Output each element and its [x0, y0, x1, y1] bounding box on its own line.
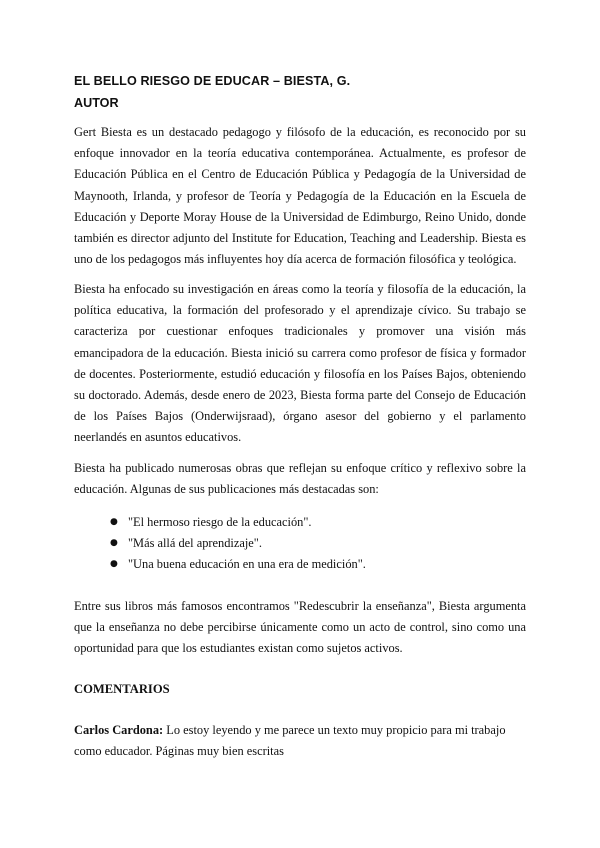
paragraph-publications-intro: Biesta ha publicado numerosas obras que reflejan su enfoque crítico y reflexivo sobre la educación. Algunas de sus publicaciones más destacadas son: [74, 461, 526, 497]
document-title: EL BELLO RIESGO DE EDUCAR – BIESTA, G. [74, 74, 351, 88]
author-heading: AUTOR [74, 96, 119, 110]
paragraph-author-bio: Gert Biesta es un destacado pedagogo y filósofo de la educación, es reconocido por su enfoque innovador en la teoría educativa contemporánea. Actualmente, es profesor de Educación Pública en el Centro de Educación Pública y Pedagogía de la Universidad de Maynooth, Irlanda, y profesor de Teoría y Pedagogía de la Educación en la Escuela de Educación y Deporte Moray House de la Universidad de Edimburgo, Reino Unido, donde también es director adjunto del Institute for Education, Teaching and Leadership. Biesta es uno de los pedagogos más influyentes hoy día acerca de formación filosófica y teológica. [74, 125, 526, 267]
comment-text: Lo estoy leyendo y me parece un texto muy propicio para mi trabajo como educador. Páginas muy bien escritas [74, 723, 506, 759]
list-item [74, 554, 526, 575]
paragraph-research: Biesta ha enfocado su investigación en áreas como la teoría y filosofía de la educación, la política educativa, la formación del profesorado y el aprendizaje cívico. Su trabajo se caracteriza por cuestionar enfoques tradicionales y promover una visión más emancipadora de la educación. Biesta inició su carrera como profesor de física y formador de docentes. Posteriormente, estudió educación y filosofía en los Países Bajos, obteniendo su doctorado. Además, desde enero de 2023, Biesta forma parte del Consejo de Educación de los Países Bajos (Onderwijsraad), órgano asesor del gobierno y el parlamento neerlandés en asuntos educativos. [74, 282, 526, 445]
bullet-icon: ● [110, 517, 118, 527]
publication-title: "Una buena educación en una era de medición". [128, 557, 366, 572]
publication-title: "Más allá del aprendizaje". [128, 536, 262, 551]
list-item [74, 512, 526, 533]
bullet-icon: ● [110, 538, 118, 549]
publications-list [74, 512, 526, 576]
comment-entry [74, 720, 526, 762]
bullet-icon: ● [110, 559, 118, 570]
publication-title: "El hermoso riesgo de la educación". [128, 515, 312, 529]
comment-author: Carlos Cardona: [74, 723, 164, 737]
list-item [74, 533, 526, 554]
paragraph-famous-books: Entre sus libros más famosos encontramos "Redescubrir la enseñanza", Biesta argumenta que la enseñanza no debe percibirse únicamente como un acto de control, sino como una oportunidad para que los estudiantes existan como sujetos activos. [74, 599, 526, 656]
comments-heading: COMENTARIOS [74, 682, 170, 696]
